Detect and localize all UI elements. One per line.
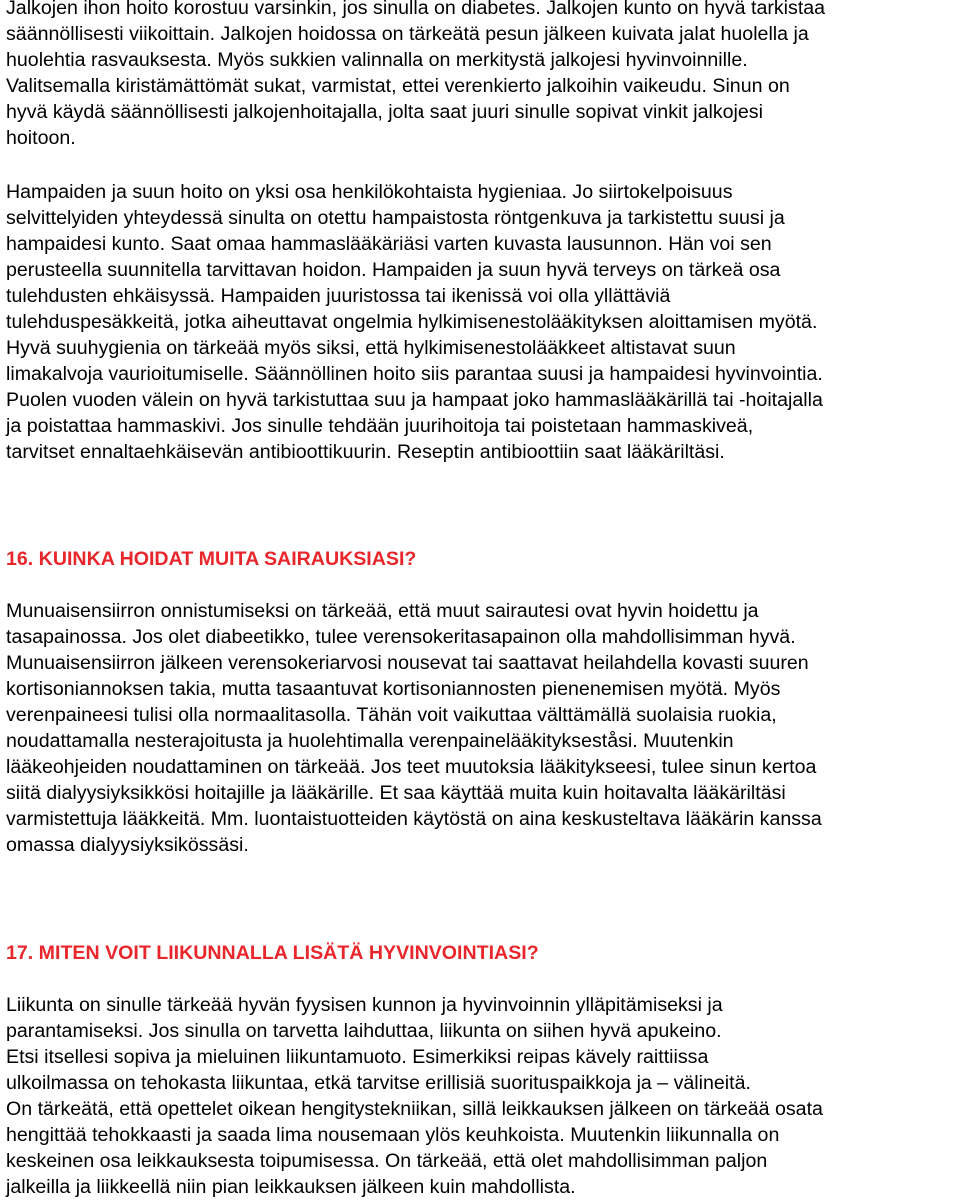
text-line: verenpaineesi tulisi olla normaalitasolla. Tähän voit vaikuttaa välttämällä suolaisia ruokia,	[6, 704, 777, 726]
text-line: tarvitset ennaltaehkäisevän antibioottikuurin. Reseptin antibioottiin saat lääkäriltäsi.	[6, 441, 725, 463]
text-line: hoitoon.	[6, 127, 76, 149]
text-line: Munuaisensiirron jälkeen verensokeriarvosi nousevat tai saattavat heilahdella kovasti suuren	[6, 652, 809, 674]
text-line: hampaidesi kunto. Saat omaa hammaslääkäriäsi varten kuvasta lausunnon. Hän voi sen	[6, 233, 772, 255]
text-line: Hyvä suuhygienia on tärkeää myös siksi, että hylkimisenestolääkkeet altistavat suun	[6, 337, 736, 359]
text-line: siitä dialyysiyksikkösi hoitajille ja lääkärille. Et saa käyttää muita kuin hoitavalta lääkäriltäsi	[6, 782, 786, 804]
text-line: Munuaisensiirron onnistumiseksi on tärkeää, että muut sairautesi ovat hyvin hoidettu ja	[6, 600, 759, 622]
text-line: Jalkojen ihon hoito korostuu varsinkin, jos sinulla on diabetes. Jalkojen kunto on hyvä tarkistaa	[6, 0, 826, 19]
text-line: limakalvoja vaurioitumiselle. Säännöllinen hoito siis parantaa suusi ja hampaidesi hyvinvointia.	[6, 363, 823, 385]
section-17-heading: 17. MITEN VOIT LIIKUNNALLA LISÄTÄ HYVINVOINTIASI?	[6, 942, 539, 964]
text-line: Liikunta on sinulle tärkeää hyvän fyysisen kunnon ja hyvinvoinnin ylläpitämiseksi ja	[6, 994, 723, 1016]
section-16-paragraph	[6, 598, 956, 858]
text-line: huolehtia rasvauksesta. Myös sukkien valinnalla on merkitystä jalkojesi hyvinvoinnille.	[6, 49, 748, 71]
text-line: ja poistattaa hammaskivi. Jos sinulle tehdään juurihoitoja tai poistetaan hammaskiveä,	[6, 415, 754, 437]
foot-care-paragraph	[6, 0, 956, 151]
text-line: varmistettuja lääkkeitä. Mm. luontaistuotteiden käytöstä on aina keskusteltava lääkärin kanssa	[6, 808, 822, 830]
text-line: lääkeohjeiden noudattaminen on tärkeää. Jos teet muutoksia lääkitykseesi, tulee sinun kertoa	[6, 756, 817, 778]
text-line: Valitsemalla kiristämättömät sukat, varmistat, ettei verenkierto jalkoihin vaikeudu. Sinun on	[6, 75, 790, 97]
text-line: parantamiseksi. Jos sinulla on tarvetta laihduttaa, liikunta on siihen hyvä apukeino.	[6, 1020, 722, 1042]
text-line: omassa dialyysiyksikössäsi.	[6, 834, 249, 856]
section-16-heading: 16. KUINKA HOIDAT MUITA SAIRAUKSIASI?	[6, 548, 417, 570]
text-line: ulkoilmassa on tehokasta liikuntaa, etkä tarvitse erillisiä suorituspaikkoja ja – välineitä.	[6, 1072, 751, 1094]
text-line: tulehduspesäkkeitä, jotka aiheuttavat ongelmia hylkimisenestolääkityksen aloittamisen myötä.	[6, 311, 818, 333]
text-line: noudattamalla nesterajoitusta ja huolehtimalla verenpainelääkitykseståsi. Muutenkin	[6, 730, 734, 752]
text-line: On tärkeätä, että opettelet oikean hengitystekniikan, sillä leikkauksen jälkeen on tärkeää osata	[6, 1098, 823, 1120]
text-line: keskeinen osa leikkauksesta toipumisessa. On tärkeää, että olet mahdollisimman paljon	[6, 1150, 768, 1172]
text-line: säännöllisesti viikoittain. Jalkojen hoidossa on tärkeätä pesun jälkeen kuivata jalat huolella ja	[6, 23, 809, 45]
section-17-paragraph	[6, 992, 958, 1200]
text-line: jalkeilla ja liikkeellä niin pian leikkauksen jälkeen kuin mahdollista.	[6, 1176, 576, 1198]
text-line: tulehdusten ehkäisyssä. Hampaiden juuristossa tai ikenissä voi olla yllättäviä	[6, 285, 671, 307]
text-line: tasapainossa. Jos olet diabeetikko, tulee verensokeritasapainon olla mahdollisimman hyvä.	[6, 626, 796, 648]
dental-care-paragraph	[6, 179, 956, 465]
text-line: hengittää tehokkaasti ja saada lima nousemaan ylös keuhkoista. Muutenkin liikunnalla on	[6, 1124, 780, 1146]
text-line: hyvä käydä säännöllisesti jalkojenhoitajalla, jolta saat juuri sinulle sopivat vinkit jalkojesi	[6, 101, 763, 123]
text-line: kortisoniannoksen takia, mutta tasaantuvat kortisoniannosten pienenemisen myötä. Myös	[6, 678, 781, 700]
text-line: Hampaiden ja suun hoito on yksi osa henkilökohtaista hygieniaa. Jo siirtokelpoisuus	[6, 181, 733, 203]
text-line: Puolen vuoden välein on hyvä tarkistuttaa suu ja hampaat joko hammaslääkärillä tai -hoitajalla	[6, 389, 823, 411]
text-line: selvittelyiden yhteydessä sinulta on otettu hampaistosta röntgenkuva ja tarkistettu suusi ja	[6, 207, 785, 229]
text-line: perusteella suunnitella tarvittavan hoidon. Hampaiden ja suun hyvä terveys on tärkeä osa	[6, 259, 781, 281]
text-line: Etsi itsellesi sopiva ja mieluinen liikuntamuoto. Esimerkiksi reipas kävely raittiissa	[6, 1046, 709, 1068]
